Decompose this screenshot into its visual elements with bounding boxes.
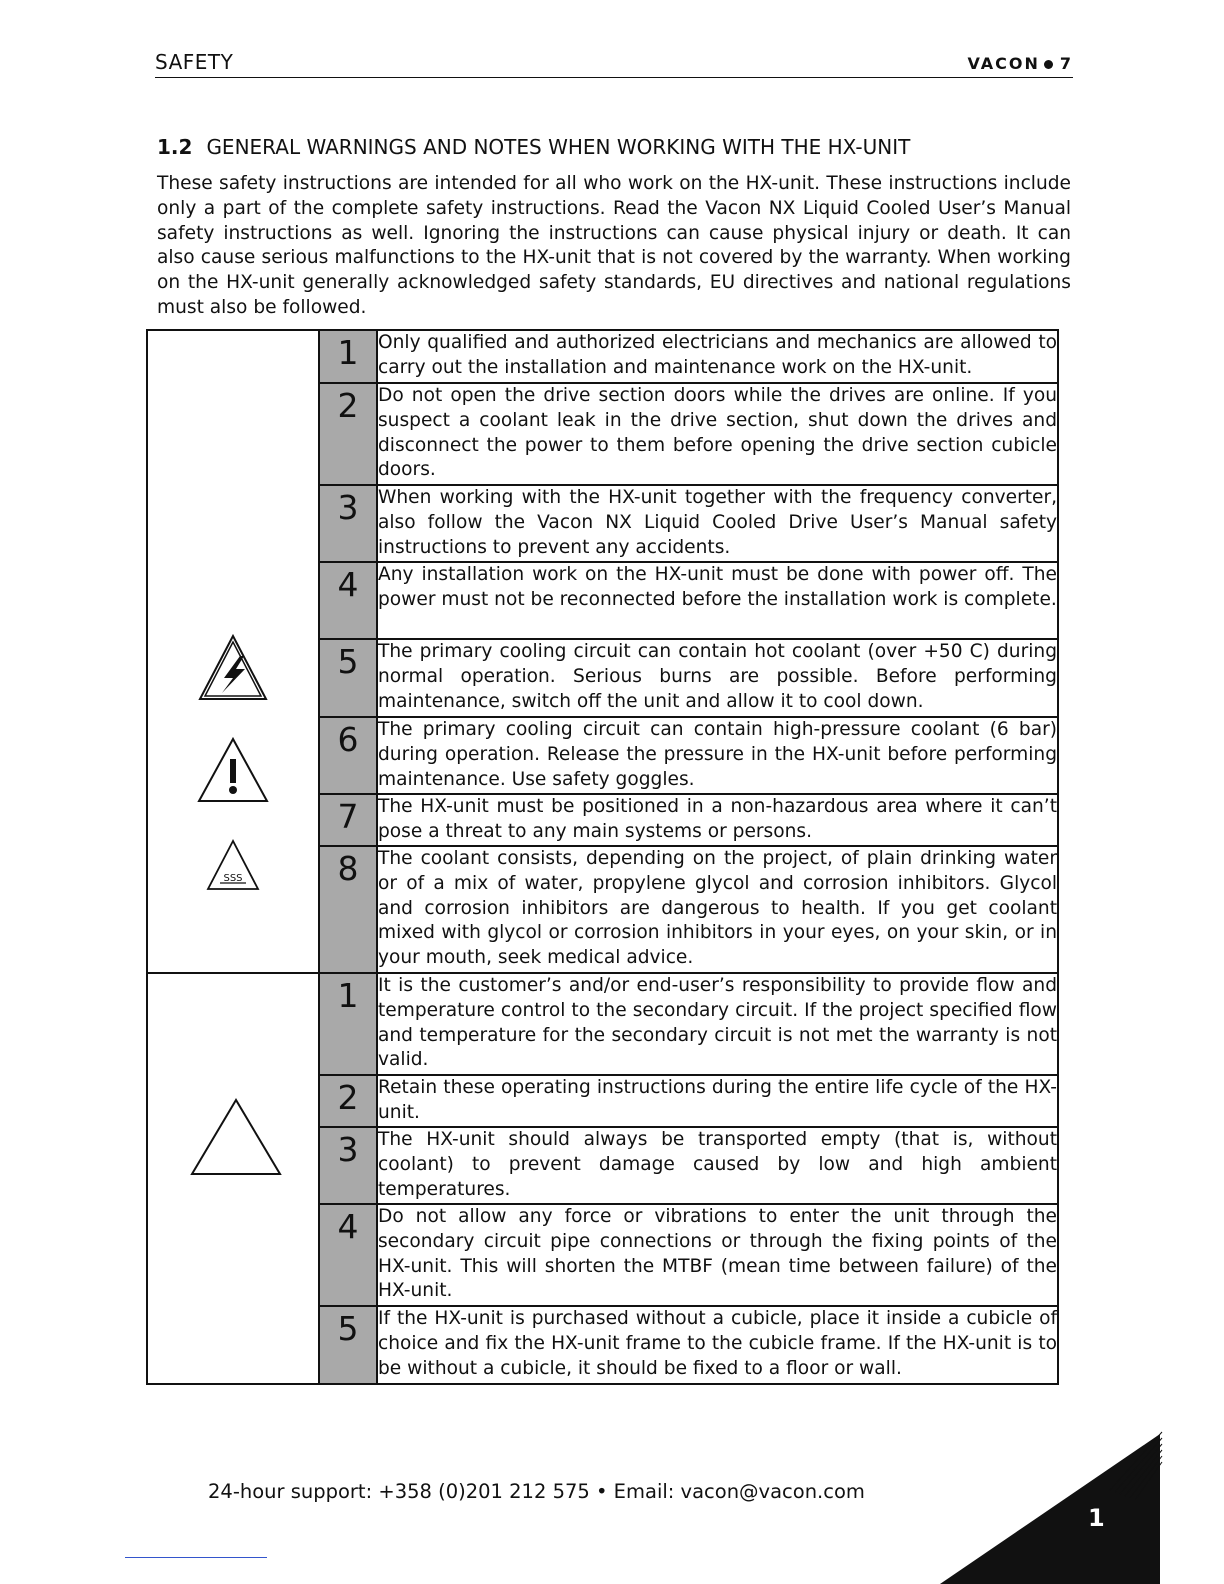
safety-table [146, 329, 1059, 1385]
hot-surface-warning-icon [208, 841, 258, 889]
section-label: SAFETY [155, 50, 234, 74]
note-icon-cell [147, 973, 319, 1384]
item-text: When working with the HX-unit together with the frequency converter, also follow the Vacon NX Liquid Cooled Drive User’s Manual safety instructions to prevent any accidents. [377, 485, 1058, 562]
warning-icons-cell [147, 330, 319, 973]
item-number: 4 [319, 1204, 377, 1306]
intro-paragraph: These safety instructions are intended for all who work on the HX-unit. These instructions include only a part of the complete safety instructions. Read the Vacon NX Liquid Cooled User’s Manual safety instructions as well. Ignoring the instructions can cause physical injury or death. It can also cause serious malfunctions to the HX-unit that is not covered by the warranty. When working on the HX-unit generally acknowledged safety standards, EU directives and national regulations must also be followed. [157, 173, 1071, 318]
bullet-icon [1044, 60, 1053, 69]
item-text: The HX-unit should always be transported empty (that is, without coolant) to prevent damage caused by low and high ambient temperatures. [377, 1127, 1058, 1204]
electric-shock-warning-icon [200, 636, 266, 699]
section-number: 1.2 [157, 135, 193, 159]
item-text: The HX-unit must be positioned in a non-hazardous area where it can’t pose a threat to any main systems or persons. [377, 794, 1058, 846]
item-number: 3 [319, 1127, 377, 1204]
item-number: 2 [319, 1075, 377, 1127]
item-text: It is the customer’s and/or end-user’s responsibility to provide flow and temperature control to the secondary circuit. If the project specified flow and temperature for the secondary circuit is not met the warranty is not valid. [377, 973, 1058, 1075]
item-number: 1 [319, 973, 377, 1075]
support-footer: 24-hour support: +358 (0)201 212 575 • Email: vacon@vacon.com [208, 1480, 865, 1503]
section-heading [157, 135, 910, 159]
item-number: 2 [319, 383, 377, 485]
note-row [147, 973, 1058, 1075]
corner-number: 1 [1088, 1504, 1105, 1532]
item-text: Do not open the drive section doors while the drives are online. If you suspect a coolant leak in the drive section, shut down the drives and disconnect the power to them before opening the drive section cubicle doors. [377, 383, 1058, 485]
exclamation-warning-icon [199, 739, 267, 801]
brand-name: VACON [967, 54, 1040, 73]
item-number: 5 [319, 1306, 377, 1384]
item-number: 3 [319, 485, 377, 562]
item-text: The coolant consists, depending on the project, of plain drinking water or of a mix of water, propylene glycol and corrosion inhibitors. Glycol and corrosion inhibitors are dangerous to health. If you get coolant mixed with glycol or corrosion inhibitors in your eyes, on your skin, or in your mouth, seek medical advice. [377, 846, 1058, 973]
item-text: The primary cooling circuit can contain hot coolant (over +50 C) during normal operation. Serious burns are possible. Before performing maintenance, switch off the unit and allow it to cool down. [377, 639, 1058, 717]
section-title: GENERAL WARNINGS AND NOTES WHEN WORKING WITH THE HX-UNIT [206, 135, 911, 159]
item-text: Retain these operating instructions during the entire life cycle of the HX-unit. [377, 1075, 1058, 1127]
corner-decoration [930, 1430, 1224, 1584]
page-header [155, 50, 1073, 78]
item-number: 6 [319, 717, 377, 794]
brand-header [967, 54, 1073, 73]
item-text: If the HX-unit is purchased without a cubicle, place it inside a cubicle of choice and fix the HX-unit frame to the cubicle frame. If the HX-unit is to be without a cubicle, it should be fixed to a floor or wall. [377, 1306, 1058, 1384]
link-underline [125, 1557, 267, 1558]
item-text: Do not allow any force or vibrations to enter the unit through the secondary circuit pipe connections or through the fixing points of the HX-unit. This will shorten the MTBF (mean time between failure) of the HX-unit. [377, 1204, 1058, 1306]
warning-row [147, 330, 1058, 383]
item-number: 1 [319, 330, 377, 383]
blank-triangle-icon [192, 1100, 280, 1174]
item-text: The primary cooling circuit can contain high-pressure coolant (6 bar) during operation. Release the pressure in the HX-unit before performing maintenance. Use safety goggles. [377, 717, 1058, 794]
item-text: Any installation work on the HX-unit must be done with power off. The power must not be reconnected before the installation work is complete. [377, 562, 1058, 639]
page-number: 7 [1059, 54, 1073, 73]
item-number: 5 [319, 639, 377, 717]
hot-surface-symbol: SSS [223, 873, 243, 884]
item-number: 4 [319, 562, 377, 639]
item-text: Only qualified and authorized electricians and mechanics are allowed to carry out the installation and maintenance work on the HX-unit. [377, 330, 1058, 383]
item-number: 7 [319, 794, 377, 846]
item-number: 8 [319, 846, 377, 973]
